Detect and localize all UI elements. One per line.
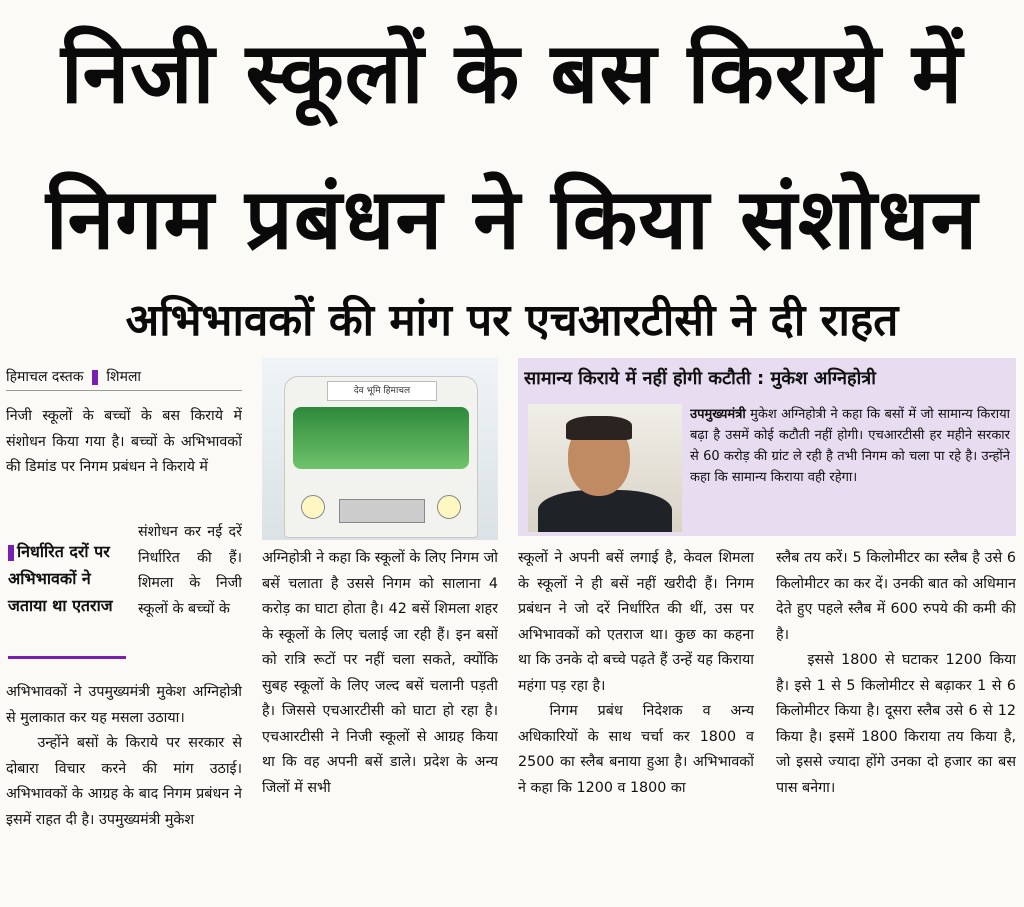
- bus-destination-board: देव भूमि हिमाचल: [327, 381, 437, 401]
- info-box-body: मुकेश अग्निहोत्री ने कहा कि बसों में जो सामान्य किराया बढ़ा है उसमें कोई कटौती नहीं होगी। एचआरटीसी हर महीने सरकार से 60 करोड़ की ग्रांट ले रही है तभी निगम को चला पा रहे है। उन्होंने कहा कि सामान्य किराया वही रहेगा।: [690, 407, 1010, 485]
- person-photo: [528, 404, 682, 532]
- column-1-paragraph-1: निजी स्कूलों के बच्चों के बस किराये में संशोधन किया गया है। बच्चों के अभिभावकों की डिमांड पर निगम प्रबंधन ने किराये में: [6, 408, 242, 475]
- bus-front: [284, 376, 478, 538]
- headline-line-2: निगम प्रबंधन ने किया संशोधन: [45, 170, 979, 268]
- column-1-top: [6, 404, 242, 534]
- column-4: [776, 546, 1016, 902]
- column-2: [262, 546, 498, 902]
- column-3: [518, 546, 754, 902]
- column-1-bottom: [6, 680, 242, 902]
- column-4-paragraph-1: स्लैब तय करें। 5 किलोमीटर का स्लैब है उसे 6 किलोमीटर का कर दें। उनकी बात को अधिमान देते हुए पहले स्लैब में 600 रुपये की कमी की है।: [776, 550, 1016, 643]
- bus-windshield: [293, 407, 469, 469]
- headline-line-1: निजी स्कूलों के बस किराये में: [60, 24, 964, 122]
- info-box-title: सामान्य किराये में नहीं होगी कटौती : मुकेश अग्निहोत्री: [524, 368, 876, 389]
- column-1-paragraph-1-end: अभिभावकों ने उपमुख्यमंत्री मुकेश अग्निहोत्री से मुलाकात कर यह मसला उठाया।: [6, 684, 242, 726]
- column-4-paragraph-2: इससे 1800 से घटाकर 1200 किया है। इसे 1 से 5 किलोमीटर से बढ़ाकर 1 से 6 किलोमीटर किया है। दूसरा स्लैब उसे 6 से 12 किया है। इसमें 1800 किराया तय किया है, जो इससे ज्यादा होंगे उनका दो हजार का बस पास बनेगा।: [776, 652, 1016, 796]
- bus-photo: [262, 358, 498, 540]
- column-1-side-text: संशोधन कर नई दरें निर्धारित की हैं। शिमला के निजी स्कूलों के बच्चों के: [138, 524, 242, 617]
- pull-quote-text: निर्धारित दरों पर अभिभावकों ने जताया था एतराज: [8, 542, 113, 615]
- byline-separator-mark: [92, 370, 98, 385]
- subheadline: अभिभावकों की मांग पर एचआरटीसी ने दी राहत: [125, 295, 899, 346]
- info-box-text: [690, 404, 1010, 532]
- person-hair: [566, 416, 632, 440]
- bus-headlight-right: [437, 495, 461, 519]
- column-3-paragraph-1: स्कूलों ने अपनी बसें लगाई है, केवल शिमला के स्कूलों ने ही बसें नहीं खरीदी हैं। निगम प्रबंधन ने जो दरें निर्धारित की थीं, उस पर अभिभावकों को एतराज था। कुछ का कहना था कि उनके दो बच्चे पढ़ते हैं उन्हें यह किराया महंगा पड़ रहा है।: [518, 550, 754, 694]
- byline: [6, 364, 242, 391]
- person-suit: [538, 490, 672, 532]
- column-2-paragraph-1: अग्निहोत्री ने कहा कि स्कूलों के लिए निगम जो बसें चलाता है उससे निगम को सालाना 4 करोड़ का घाटा होता है। 42 बसें शिमला शहर के स्कूलों के लिए चलाई जा रही हैं। इन बसों को रात्रि रूटों पर नहीं चला सकते, क्योंकि सुबह स्कूलों के लिए जल्द बसें चलानी पड़ती है। जिससे एचआरटीसी को घाटा हो रहा है। एचआरटीसी ने निजी स्कूलों से आग्रह किया था कि वह अपनी बसें डाले। प्रदेश के अन्य जिलों में सभी: [262, 550, 498, 796]
- info-box-lead: उपमुख्यमंत्री: [690, 407, 746, 422]
- column-1-side: [138, 520, 242, 676]
- column-1-paragraph-2: उन्होंने बसों के किराये पर सरकार से दोबारा विचार करने की मांग उठाई। अभिभावकों के आग्रह के बाद निगम प्रबंधन ने इसमें राहत दी है। उपमुख्यमंत्री मुकेश: [6, 735, 242, 828]
- column-3-paragraph-2: निगम प्रबंध निदेशक व अन्य अधिकारियों के साथ चर्चा कर 1800 व 2500 का स्लैब बनाया हुआ है। अभिभावकों ने कहा कि 1200 व 1800 का: [518, 703, 754, 796]
- byline-source: हिमाचल दस्तक: [6, 369, 84, 385]
- pull-quote-rule: [8, 656, 126, 659]
- bus-grill: [339, 499, 425, 523]
- pull-quote-mark: [8, 545, 14, 561]
- bus-headlight-left: [301, 495, 325, 519]
- byline-place: शिमला: [106, 369, 142, 385]
- pull-quote: [8, 538, 126, 658]
